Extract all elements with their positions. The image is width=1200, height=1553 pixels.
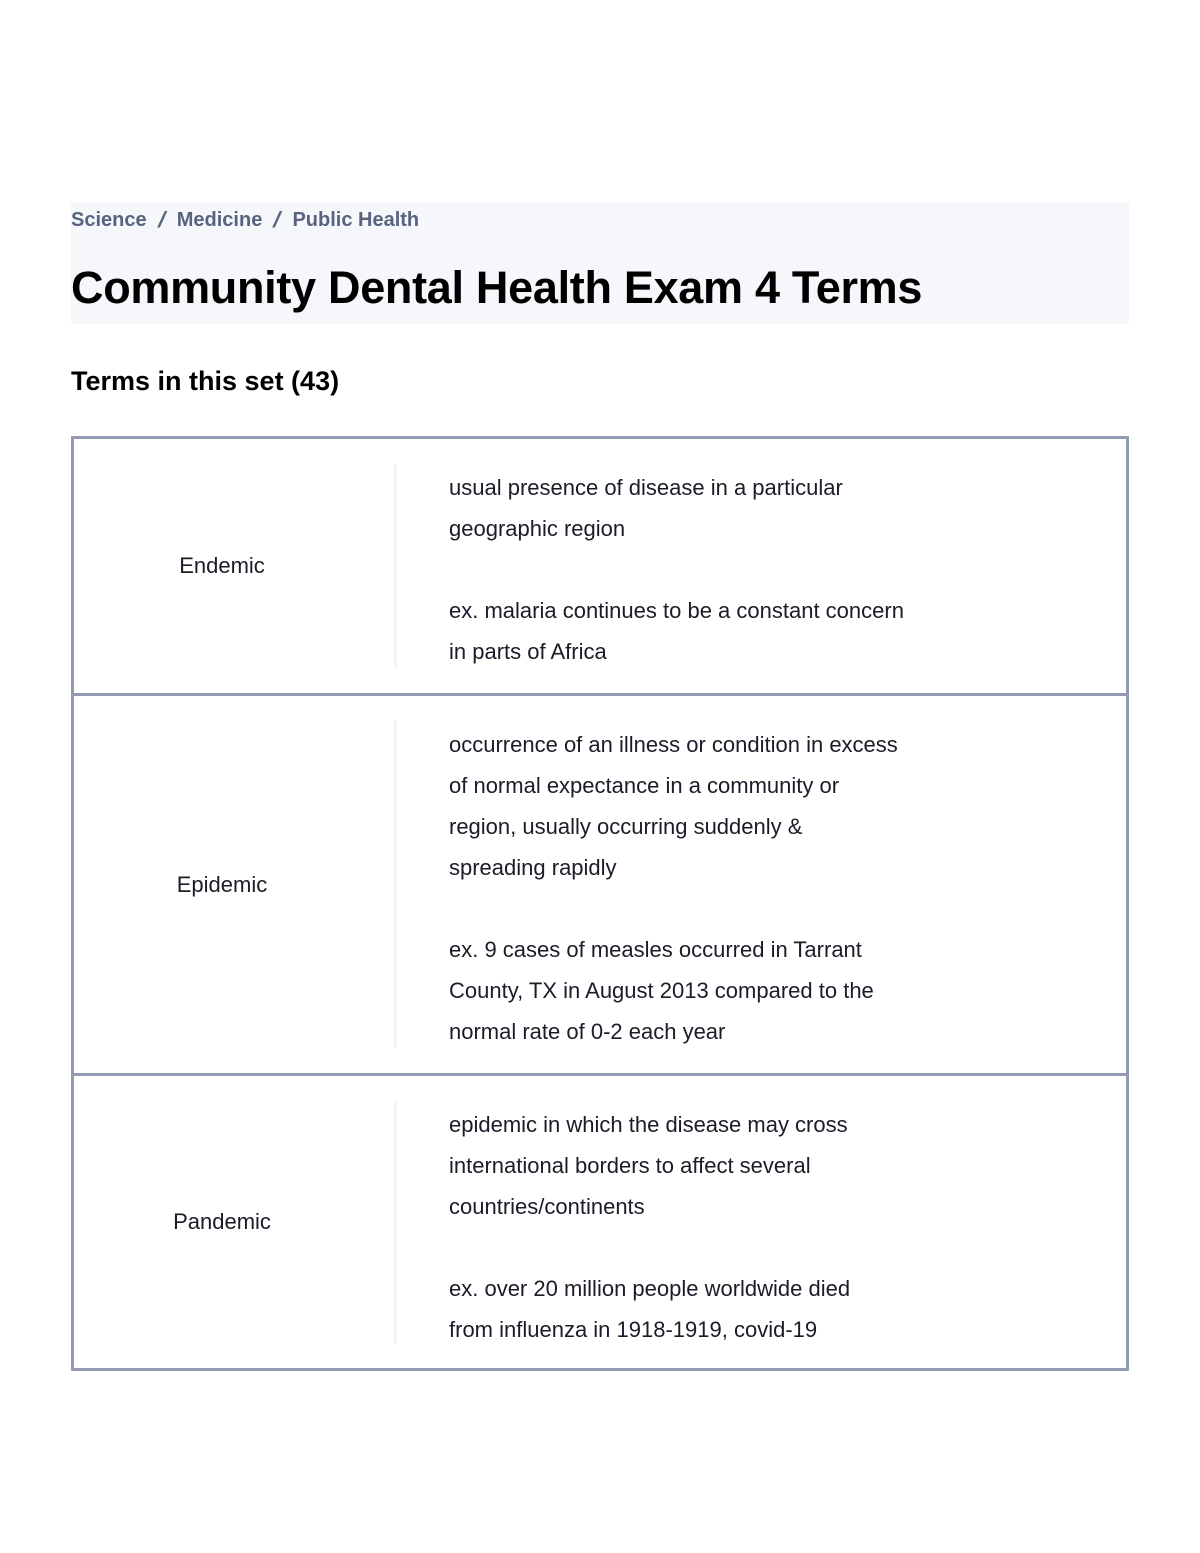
- breadcrumb-science[interactable]: Science: [71, 208, 147, 231]
- breadcrumb-separator: /: [155, 207, 169, 232]
- breadcrumb-medicine[interactable]: Medicine: [176, 208, 263, 231]
- term-row[interactable]: [74, 439, 1126, 693]
- breadcrumb: [71, 207, 419, 233]
- definition-line: spreading rapidly: [449, 855, 617, 880]
- row-divider: [394, 1101, 397, 1343]
- page-title: Community Dental Health Exam 4 Terms: [71, 262, 923, 313]
- definition-line: geographic region: [449, 516, 626, 541]
- term-word: Epidemic: [176, 871, 268, 897]
- term-row[interactable]: [74, 1073, 1126, 1368]
- definition-line: County, TX in August 2013 compared to the: [449, 978, 874, 1003]
- term-word: Pandemic: [173, 1209, 271, 1234]
- definition-line: from influenza in 1918-1919, covid-19: [449, 1317, 818, 1342]
- term-word: Endemic: [179, 553, 265, 578]
- row-divider: [394, 464, 397, 668]
- definition-line: international borders to affect several: [449, 1153, 811, 1178]
- breadcrumb-public-health[interactable]: Public Health: [292, 208, 420, 231]
- definition-line: in parts of Africa: [449, 639, 607, 664]
- definition-line: of normal expectance in a community or: [449, 773, 840, 798]
- terms-count-heading: Terms in this set (43): [71, 366, 340, 396]
- definition-line: epidemic in which the disease may cross: [449, 1112, 848, 1137]
- definition-line: occurrence of an illness or condition in excess: [449, 732, 898, 757]
- definition-line: ex. malaria continues to be a constant concern: [449, 598, 904, 623]
- term-definition: [449, 467, 1009, 672]
- definition-line: region, usually occurring suddenly &: [449, 814, 803, 839]
- definition-line: ex. 9 cases of measles occurred in Tarrant: [449, 937, 862, 962]
- term-definition: [449, 1104, 1009, 1350]
- term-definition: [449, 724, 1009, 1052]
- terms-table: [71, 436, 1129, 1371]
- row-divider: [394, 721, 397, 1048]
- breadcrumb-separator: /: [271, 207, 284, 232]
- definition-line: normal rate of 0-2 each year: [449, 1019, 726, 1044]
- definition-line: countries/continents: [449, 1194, 645, 1219]
- definition-line: ex. over 20 million people worldwide died: [449, 1276, 851, 1301]
- definition-line: usual presence of disease in a particular: [449, 475, 843, 500]
- term-row[interactable]: [74, 693, 1126, 1073]
